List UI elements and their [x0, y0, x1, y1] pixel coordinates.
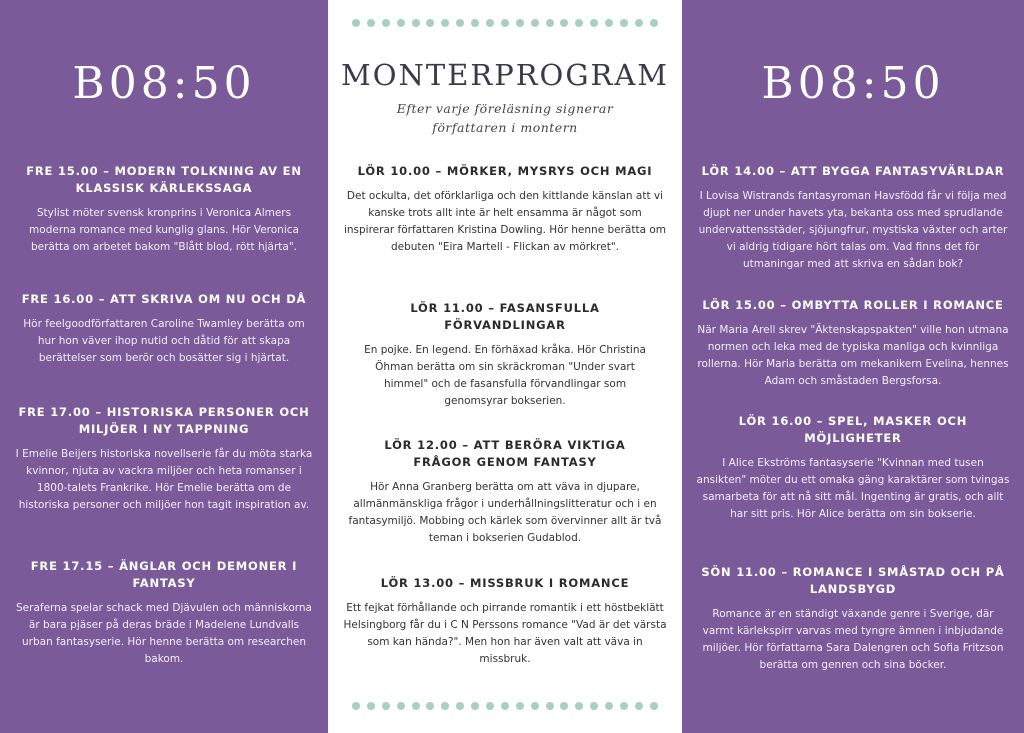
dot-border-bottom [352, 702, 658, 710]
event-title: SÖN 11.00 – ROMANCE I SMÅSTAD OCH PÅ LANDSBYGD [701, 565, 1005, 596]
event-title: LÖR 11.00 – FASANSFULLA FÖRVANDLINGAR [410, 301, 600, 332]
event-description: Hör feelgoodförfattaren Caroline Twamley berätta om hur hon väver ihop nutid och dåtid för att skapa berättelser som berör och bosätter sig i hjärtat. [23, 318, 305, 364]
event-description: Stylist möter svensk kronprins i Veronica Almers moderna romance med kunglig glans. Hör Veronica berätta om arbetet bakom "Blått blod, rött hjärta". [29, 207, 299, 253]
booth-number: B08:50 [761, 58, 945, 109]
event-title: FRE 17.00 – HISTORISKA PERSONER OCH MILJÖER I NY TAPPNING [18, 405, 310, 436]
event-item [696, 413, 1010, 523]
event-item [14, 558, 314, 668]
event-item [342, 300, 668, 410]
right-panel [682, 0, 1024, 733]
event-description: Seraferna spelar schack med Djävulen och människorna är bara pjäser på deras bräde i Madelene Lundvalls urban fantasyserie. Hör henne berätta om researchen bakom. [16, 602, 312, 665]
event-description: Romance är en ständigt växande genre i Sverige, där varmt kärlekspirr varvas med tyngre ämnen i inbjudande miljöer. Hör författarna Sara Dalengren och Sofia Fritzson berätta om genren och sina böcker. [702, 608, 1004, 671]
dot-border-top [352, 19, 658, 27]
booth-number: B08:50 [72, 58, 256, 109]
event-item [14, 163, 314, 256]
event-description: När Maria Arell skrev "Äktenskapspakten" ville hon utmana normen och leka med de typiska manliga och kvinnliga rollerna. Hör Maria berätta om mekanikern Evelina, hennes Adam och småstaden Bergsforsa. [697, 324, 1009, 387]
event-description: I Alice Ekströms fantasyserie "Kvinnan med tusen ansikten" möter du ett omaka gäng karaktärer som tvingas samarbeta för att nå sitt mål. Ingenting är gratis, och allt har sitt pris. Hör Alice berätta om sin bokserie. [696, 457, 1010, 520]
event-item [14, 291, 314, 367]
event-item [14, 404, 314, 514]
event-title: LÖR 12.00 – ATT BERÖRA VIKTIGA FRÅGOR GENOM FANTASY [384, 438, 626, 469]
middle-panel [328, 0, 682, 733]
event-description: En pojke. En legend. En förhäxad kråka. Hör Christina Öhman berätta om sin skräckroman "Under svart himmel" och de fasansfulla förvandlingar som genomsyrar bokserien. [364, 344, 646, 407]
event-title: FRE 17.15 – ÄNGLAR OCH DEMONER I FANTASY [30, 559, 298, 590]
event-description: Ett fejkat förhållande och pirrande romantik i ett höstbeklätt Helsingborg får du i C N Perssons romance "Vad är det värsta som kan hända?". Men hon har även valt att väva in missbruk. [343, 602, 667, 665]
event-item [342, 437, 668, 547]
event-item [342, 575, 668, 668]
event-title: FRE 16.00 – ATT SKRIVA OM NU OCH DÅ [21, 292, 307, 306]
event-item [696, 564, 1010, 674]
left-panel [0, 0, 328, 733]
program-subtitle: Efter varje föreläsning signerar författaren i montern [396, 101, 614, 135]
event-title: LÖR 16.00 – SPEL, MASKER OCH MÖJLIGHETER [738, 414, 968, 445]
event-title: LÖR 14.00 – ATT BYGGA FANTASYVÄRLDAR [701, 164, 1005, 178]
event-item [696, 297, 1010, 390]
event-description: I Lovisa Wistrands fantasyroman Havsfödd får vi följa med djupt ner under havets yta, bekanta oss med sprudlande undervattensstäder, sjöjungfrur, mystiska växter och arter vi aldrig tidigare hört talas om. Vad finns det för utmaningar med att skriva en sådan bok? [698, 190, 1008, 270]
event-title: FRE 15.00 – MODERN TOLKNING AV EN KLASSISK KÄRLEKSSAGA [26, 164, 302, 195]
event-item [696, 163, 1010, 273]
event-title: LÖR 13.00 – MISSBRUK I ROMANCE [380, 576, 630, 590]
event-title: LÖR 15.00 – OMBYTTA ROLLER I ROMANCE [702, 298, 1004, 312]
event-title: LÖR 10.00 – MÖRKER, MYSRYS OCH MAGI [357, 164, 653, 178]
event-description: I Emelie Beijers historiska novellserie får du möta starka kvinnor, njuta av vackra miljöer och heta romanser i 1800-talets Frankrike. Hör Emelie berätta om de historiska personer och miljöer hon tagit inspiration av. [15, 448, 313, 511]
event-description: Det ockulta, det oförklarliga och den kittlande känslan att vi kanske trots allt inte är helt ensamma är något som inspirerar författaren Kristina Dowling. Hör henne berätta om debuten "Eira Martell - Flickan av mörkret". [343, 190, 667, 253]
event-item [342, 163, 668, 256]
program-title: MONTERPROGRAM [341, 58, 669, 92]
event-description: Hör Anna Granberg berätta om att väva in djupare, allmänmänskliga frågor i underhållningslitteratur och i en fantasymiljö. Mobbing och kärlek som övervinner allt är två teman i bokserien Gudablod. [348, 481, 662, 544]
